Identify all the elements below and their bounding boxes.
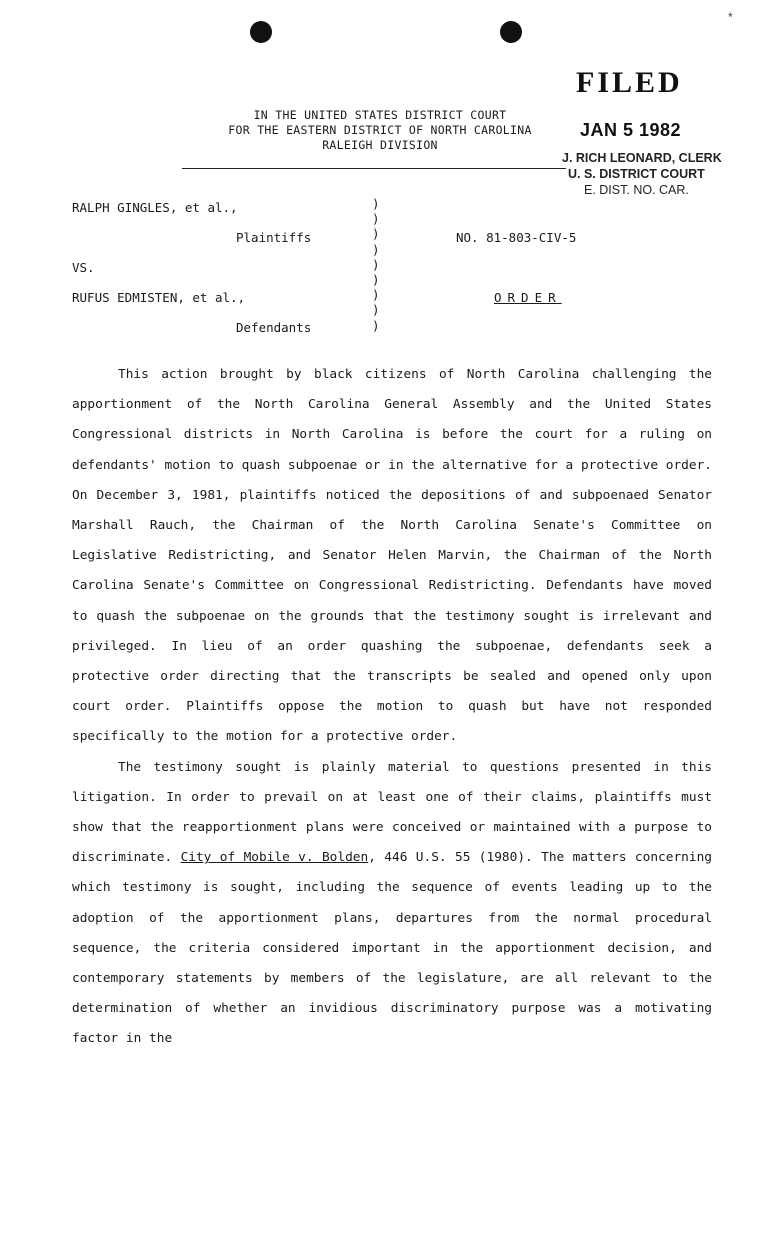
body-paragraph <box>72 753 712 1055</box>
binder-hole-left <box>250 21 272 43</box>
court-division: RALEIGH DIVISION <box>322 138 438 152</box>
order-body <box>72 360 712 1055</box>
filed-stamp-date: JAN 5 1982 <box>580 120 682 140</box>
margin-mark: * <box>728 10 733 24</box>
versus: VS. <box>72 260 95 275</box>
court-district: FOR THE EASTERN DISTRICT OF NORTH CAROLINA <box>228 123 532 137</box>
plaintiff-name: RALPH GINGLES, et al., <box>72 200 238 215</box>
defendant-role: Defendants <box>236 320 312 335</box>
header-rule <box>182 168 566 169</box>
case-citation: City of Mobile v. Bolden <box>180 850 369 866</box>
filed-stamp-label: FILED <box>576 66 683 99</box>
defendant-name: RUFUS EDMISTEN, et al., <box>72 290 246 305</box>
clerk-stamp-line: E. DIST. NO. CAR. <box>584 183 689 197</box>
court-header <box>170 108 590 153</box>
binder-hole-right <box>500 21 522 43</box>
paragraph-text: , 446 U.S. 55 (1980). The matters concerning which testimony is sought, including the sequence of events leading up to the adoption of the apportionment plans, departures from the normal procedural sequence, the criteria considered important in the apportionment decision, and contemporary statements by members of the legislature, are all relevant to the determination of whether an invidious discriminatory purpose was a motivating factor in the <box>72 850 712 1047</box>
clerk-stamp <box>562 150 722 198</box>
document-title: ORDER <box>494 290 562 305</box>
body-paragraph: This action brought by black citizens of North Carolina challenging the apportionment of the North Carolina General Assembly and the United States Congressional districts in North Carolina is before the court for a ruling on defendants' motion to quash subpoenae or in the alternative for a protective order. On December 3, 1981, plaintiffs noticed the depositions of and subpoenaed Senator Marshall Rauch, the Chairman of the North Carolina Senate's Committee on Legislative Redistricting, and Senator Helen Marvin, the Chairman of the North Carolina Senate's Committee on Congressional Redistricting. Defendants have moved to quash the subpoenae on the grounds that the testimony sought is irrelevant and privileged. In lieu of an order quashing the subpoenae, defendants seek a protective order directing that the transcripts be sealed and opened only upon court order. Plaintiffs oppose the motion to quash but have not responded specifically to the motion for a protective order. <box>72 367 712 745</box>
case-number: NO. 81-803-CIV-5 <box>456 230 577 245</box>
plaintiff-role: Plaintiffs <box>236 230 312 245</box>
clerk-stamp-line: U. S. DISTRICT COURT <box>568 167 705 181</box>
paragraph-text: The testimony sought is plainly material to questions presented in this litigation. In order to prevail on at least one of their claims, plaintiffs must show that the reapportionment plans were conceived or maintained with a purpose to discriminate. <box>72 759 712 866</box>
caption-parentheses: ) ) ) ) ) ) ) ) ) <box>372 196 380 333</box>
court-name: IN THE UNITED STATES DISTRICT COURT <box>253 108 507 122</box>
clerk-stamp-line: J. RICH LEONARD, CLERK <box>562 151 722 165</box>
